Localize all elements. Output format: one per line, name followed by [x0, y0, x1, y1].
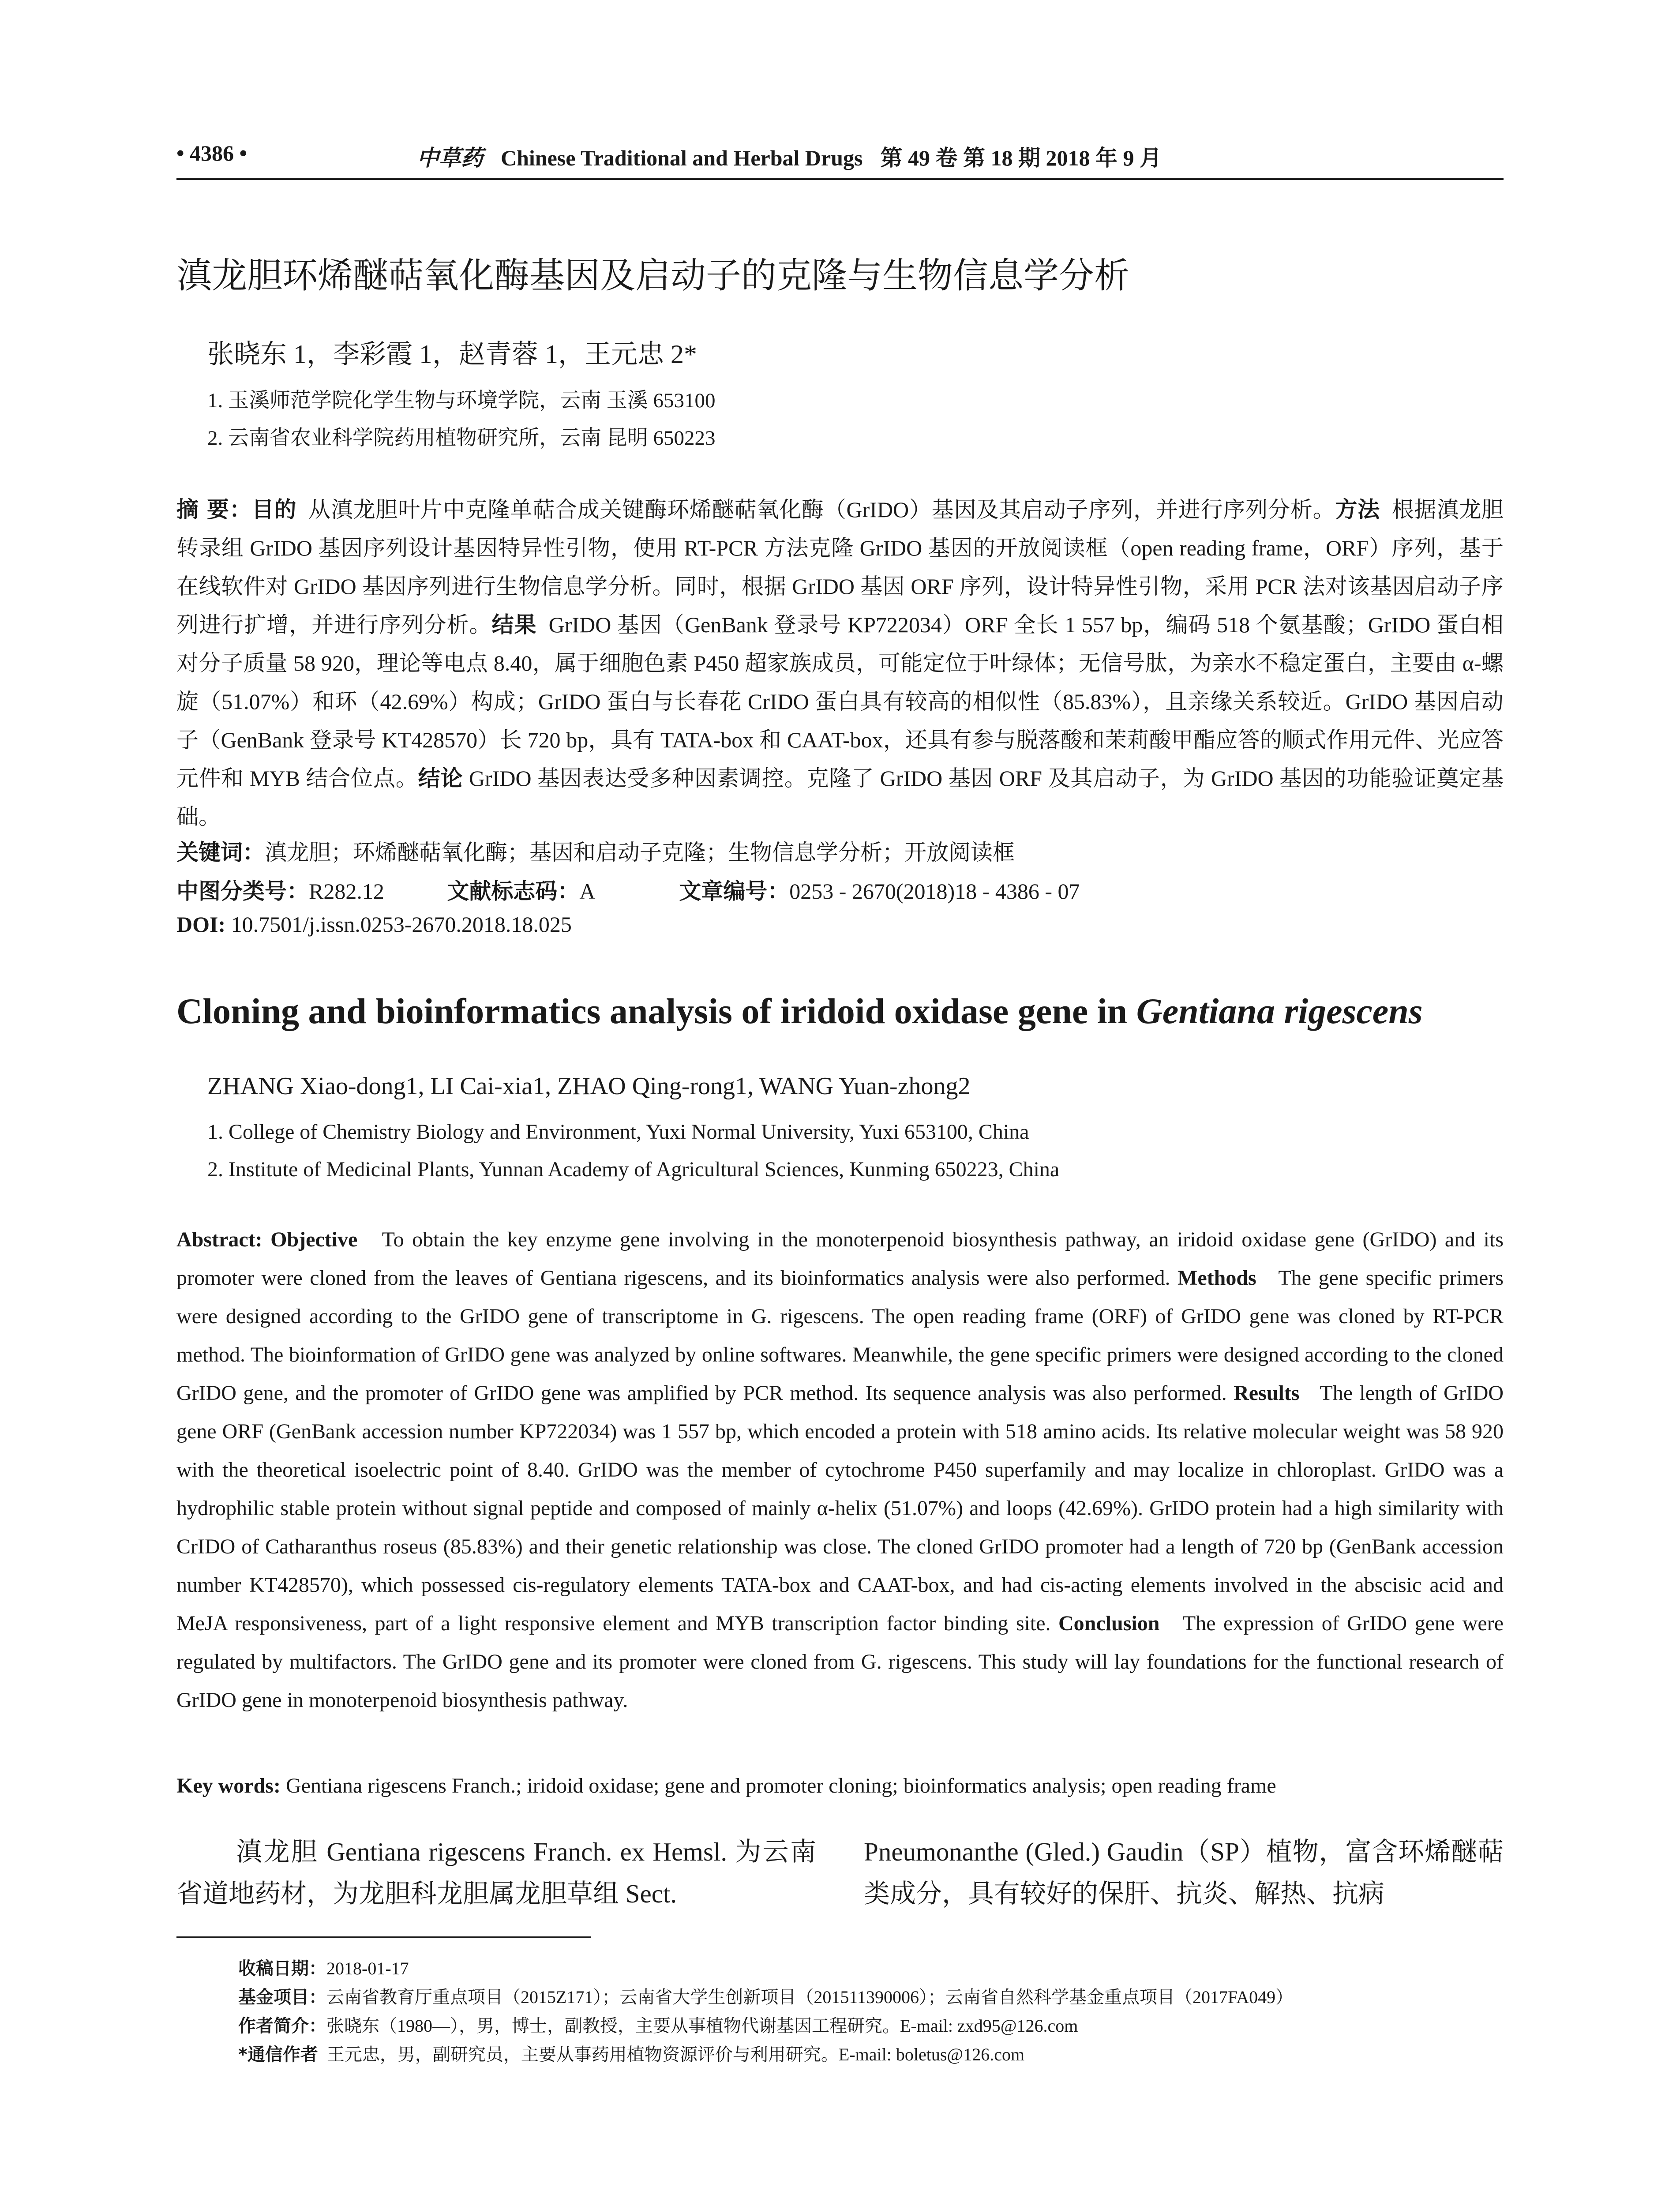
doc-code-value: A: [579, 879, 594, 904]
cn-objective-label: 目的: [251, 497, 297, 522]
doc-code-label: 文献标志码：: [447, 878, 580, 904]
en-methods-text: The gene specific primers were designed according to the GrIDO gene of transcriptome in G. rigescens. The open reading frame (ORF) of GrIDO gene was cloned by RT-PCR method. The bioinformation of GrIDO gene was analyzed by online softwares. Meanwhile, the gene specific primers were designed according to the cloned GrIDO gene, and the promoter of GrIDO gene was amplified by PCR method. Its sequence analysis was also performed.: [176, 1266, 1504, 1405]
en-title-main: Cloning and bioinformatics analysis of iridoid oxidase gene in: [176, 991, 1136, 1031]
en-abstract-label: Abstract:: [176, 1228, 262, 1251]
cn-keywords-label: 关键词：: [176, 840, 265, 865]
en-affiliation-1: 1. College of Chemistry Biology and Environment, Yuxi Normal University, Yuxi 653100, China: [207, 1120, 1029, 1144]
doi-label: DOI:: [176, 912, 226, 937]
article-no-label: 文章编号：: [679, 878, 790, 904]
footnote-received: [238, 1955, 409, 1980]
cn-methods-label: 方法: [1335, 497, 1380, 522]
footnote-rule: [176, 1936, 591, 1938]
cn-results-text: GrIDO 基因（GenBank 登录号 KP722034）ORF 全长 1 557 bp，编码 518 个氨基酸；GrIDO 蛋白相对分子质量 58 920，理论等电点 8.40，属于细胞色素 P450 超家族成员，可能定位于叶绿体；无信号肽，为亲水不稳定蛋白，主要由 α-螺旋（51.07%）和环（42.69%）构成；GrIDO 蛋白与长春花 CrIDO 蛋白具有较高的相似性（85.83%），且亲缘关系较近。GrIDO 基因启动子（GenBank 登录号 KT428570）长 720 bp，具有 TATA-box 和 CAAT-box，还具有参与脱落酸和茉莉酸甲酯应答的顺式作用元件、光应答元件和 MYB 结合位点。: [176, 612, 1504, 791]
footnote-text: 2018-01-17: [326, 1958, 409, 1978]
footnote-corresponding: [238, 2041, 1024, 2066]
running-header: [417, 140, 1162, 172]
en-conclusion-text: The expression of GrIDO gene were regulated by multifactors. The GrIDO gene and its promoter were cloned from G. rigescens. This study will lay foundations for the functional research of GrIDO gene in monoterpenoid biosynthesis pathway.: [176, 1612, 1504, 1712]
footnote-label: 收稿日期：: [238, 1958, 326, 1979]
article-no-value: 0253 - 2670(2018)18 - 4386 - 07: [789, 879, 1080, 904]
clc-value: R282.12: [309, 879, 384, 904]
footnote-label: *通信作者: [238, 2045, 318, 2065]
en-conclusion-label: Conclusion: [1058, 1612, 1160, 1635]
en-objective-text: To obtain the key enzyme gene involving in the monoterpenoid biosynthesis pathway, an iridoid oxidase gene (GrIDO) and its promoter were cloned from the leaves of Gentiana rigescens, and its bioinformatics analysis were also performed.: [176, 1228, 1504, 1290]
clc-label: 中图分类号：: [176, 878, 309, 904]
doi-line: [176, 912, 572, 937]
doi-value[interactable]: 10.7501/j.issn.0253-2670.2018.18.025: [231, 912, 572, 937]
en-affiliation-2: 2. Institute of Medicinal Plants, Yunnan Academy of Agricultural Sciences, Kunming 650223, China: [207, 1158, 1060, 1181]
issue-info: 第 49 卷 第 18 期 2018 年 9 月: [880, 146, 1162, 170]
en-keywords-label: Key words:: [176, 1774, 281, 1797]
en-authors: ZHANG Xiao-dong1, LI Cai-xia1, ZHAO Qing-rong1, WANG Yuan-zhong2: [207, 1073, 971, 1100]
en-objective-label: Objective: [270, 1228, 358, 1251]
footnote-text: 云南省教育厅重点项目（2015Z171）；云南省大学生创新项目（201511390006）；云南省自然科学基金重点项目（2017FA049）: [326, 1987, 1294, 2007]
cn-abstract: [176, 491, 1504, 836]
cn-authors: 张晓东 1，李彩霞 1，赵青蓉 1，王元忠 2*: [207, 340, 697, 369]
cn-abstract-label: 摘 要：: [176, 497, 252, 522]
en-results-label: Results: [1234, 1381, 1300, 1405]
cn-article-title: 滇龙胆环烯醚萜氧化酶基因及启动子的克隆与生物信息学分析: [176, 255, 1129, 296]
en-article-title: [176, 990, 1423, 1032]
page-number: • 4386 •: [176, 141, 248, 165]
cn-keywords-text: 滇龙胆；环烯醚萜氧化酶；基因和启动子克隆；生物信息学分析；开放阅读框: [265, 840, 1015, 865]
header-rule: [176, 178, 1504, 180]
cn-classification: [176, 874, 1080, 905]
en-keywords: [176, 1774, 1276, 1798]
body-left-column: 滇龙胆 Gentiana rigescens Franch. ex Hemsl. 为云南省道地药材，为龙胆科龙胆属龙胆草组 Sect.: [176, 1837, 816, 1908]
en-results-text: The length of GrIDO gene ORF (GenBank accession number KP722034) was 1 557 bp, which encoded a protein with 518 amino acids. Its relative molecular weight was 58 920 with the theoretical isoelectric point of 8.40. GrIDO was the member of cytochrome P450 superfamily and may localize in chloroplast. GrIDO was a hydrophilic stable protein without signal peptide and composed of mainly α-helix (51.07%) and loops (42.69%). GrIDO protein had a high similarity with CrIDO of Catharanthus roseus (85.83%) and their genetic relationship was close. The cloned GrIDO promoter had a length of 720 bp (GenBank accession number KT428570), which possessed cis-regulatory elements TATA-box and CAAT-box, and had cis-acting elements involved in the abscisic acid and MeJA responsiveness, part of a light responsive element and MYB transcription factor binding site.: [176, 1381, 1504, 1635]
cn-keywords: [176, 835, 1015, 867]
journal-logo: 中草药: [417, 145, 483, 171]
en-title-species: Gentiana rigescens: [1136, 991, 1423, 1031]
cn-results-label: 结果: [491, 612, 537, 638]
body-right-column: Pneumonanthe (Gled.) Gaudin（SP）植物，富含环烯醚萜类成分，具有较好的保肝、抗炎、解热、抗病: [864, 1837, 1504, 1908]
cn-conclusion-label: 结论: [418, 765, 463, 791]
en-abstract: [176, 1220, 1504, 1719]
cn-conclusion-text: GrIDO 基因表达受多种因素调控。克隆了 GrIDO 基因 ORF 及其启动子，为 GrIDO 基因的功能验证奠定基础。: [176, 766, 1504, 829]
footnote-label: 作者简介：: [238, 2016, 326, 2036]
journal-name: Chinese Traditional and Herbal Drugs: [501, 146, 863, 170]
footnote-text: 王元忠，男，副研究员，主要从事药用植物资源评价与利用研究。E-mail: boletus@126.com: [326, 2045, 1025, 2064]
footnote-funding: [238, 1983, 1293, 2008]
footnote-text: 张晓东（1980—），男，博士，副教授，主要从事植物代谢基因工程研究。E-mail: zxd95@126.com: [326, 2016, 1078, 2036]
en-keywords-text: Gentiana rigescens Franch.; iridoid oxidase; gene and promoter cloning; bioinformatics analysis; open reading frame: [285, 1774, 1276, 1797]
cn-affiliation-1: 1. 玉溪师范学院化学生物与环境学院，云南 玉溪 653100: [207, 389, 716, 412]
cn-objective-text: 从滇龙胆叶片中克隆单萜合成关键酶环烯醚萜氧化酶（GrIDO）基因及其启动子序列，并进行序列分析。: [308, 497, 1335, 522]
en-methods-label: Methods: [1178, 1266, 1256, 1290]
footnote-label: 基金项目：: [238, 1987, 326, 2007]
cn-methods-text: 根据滇龙胆转录组 GrIDO 基因序列设计基因特异性引物，使用 RT-PCR 方法克隆 GrIDO 基因的开放阅读框（open reading frame，ORF）序列，基于在线软件对 GrIDO 基因序列进行生物信息学分析。同时，根据 GrIDO 基因 ORF 序列，设计特异性引物，采用 PCR 法对该基因启动子序列进行扩增，并进行序列分析。: [176, 497, 1504, 637]
cn-affiliation-2: 2. 云南省农业科学院药用植物研究所，云南 昆明 650223: [207, 427, 716, 450]
footnote-author-bio: [238, 2012, 1078, 2037]
